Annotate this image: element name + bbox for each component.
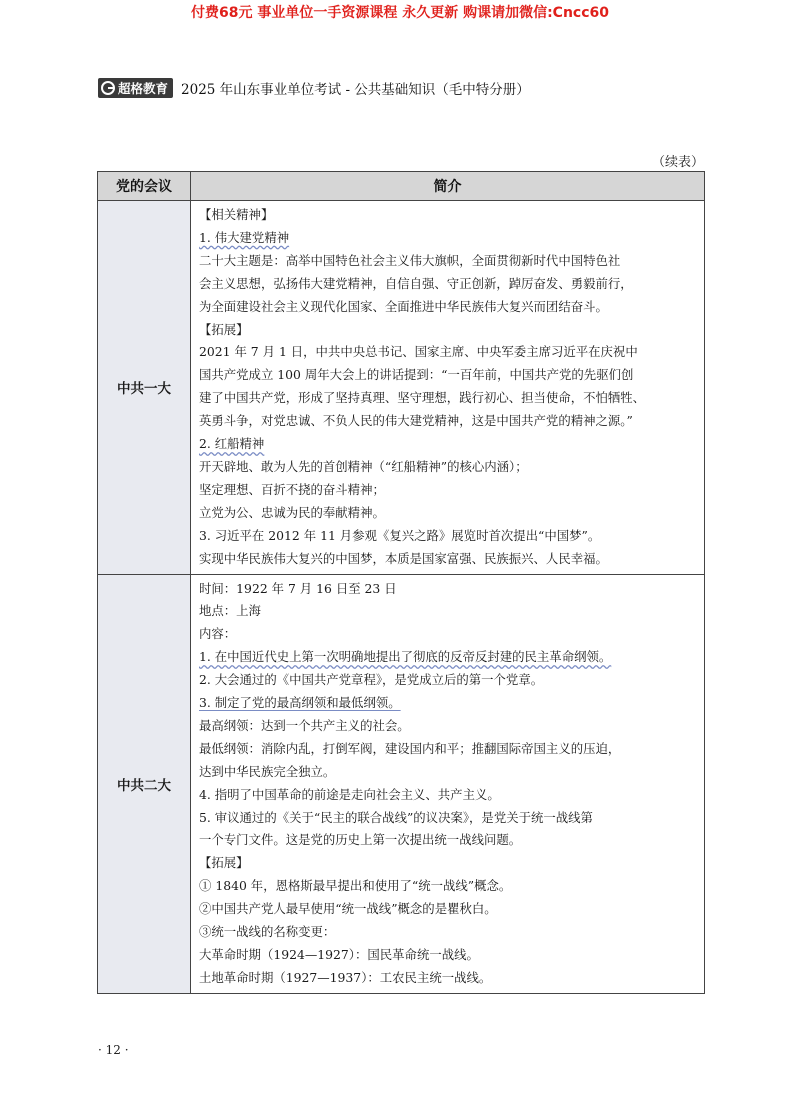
text-line: 【相关精神】 <box>199 207 274 222</box>
text-line: ① 1840 年，恩格斯最早提出和使用了“统一战线”概念。 <box>199 878 512 894</box>
continued-label: （续表） <box>651 155 704 170</box>
promo-banner: 付费68元 事业单位一手资源课程 永久更新 购课请加微信:Cncc60 <box>190 5 610 21</box>
text-line: 达到中华民族完全独立。 <box>199 763 336 779</box>
publisher-logo <box>98 78 173 98</box>
text-line: 2. 大会通过的《中国共产党章程》，是党成立后的第一个党章。 <box>199 672 544 688</box>
logo-mark-icon <box>101 81 115 95</box>
text-line: 4. 指明了中国革命的前途是走向社会主义、共产主义。 <box>199 786 500 802</box>
text-line: 建了中国共产党，形成了坚持真理、坚守理想，践行初心、担当使命，不怕牺牲、 <box>199 390 646 406</box>
page-number: · 12 · <box>98 1043 129 1057</box>
text-line: 最高纲领：达到一个共产主义的社会。 <box>199 717 410 733</box>
text-line: 3. 制定了党的最高纲领和最低纲领。 <box>199 695 401 711</box>
meeting-table <box>97 171 705 994</box>
text-line: 1. 在中国近代史上第一次明确地提出了彻底的反帝反封建的民主革命纲领。 <box>199 649 612 665</box>
meeting-summary <box>191 201 705 575</box>
text-line: 大革命时期（1924—1927）：国民革命统一战线。 <box>199 947 479 962</box>
table-row <box>98 574 705 993</box>
table-header-row <box>98 172 705 201</box>
table-row <box>98 201 705 575</box>
text-line: 5. 审议通过的《关于“民主的联合战线”的议决案》，是党关于统一战线第 <box>199 809 593 825</box>
text-line: 时间：1922 年 7 月 16 日至 23 日 <box>199 580 397 596</box>
text-line: 【拓展】 <box>199 855 249 871</box>
meeting-name: 中共一大 <box>98 201 191 575</box>
text-line: 2021 年 7 月 1 日，中共中央总书记、国家主席、中央军委主席习近平在庆祝中 <box>199 344 638 360</box>
text-line: 立党为公、忠诚为民的奉献精神。 <box>199 504 385 520</box>
text-line: ③统一战线的名称变更： <box>199 924 336 940</box>
text-line: 实现中华民族伟大复兴的中国梦，本质是国家富强、民族振兴、人民幸福。 <box>199 550 608 566</box>
text-line: 一个专门文件。这是党的历史上第一次提出统一战线问题。 <box>199 832 522 848</box>
meeting-summary <box>191 574 705 993</box>
text-line: 会主义思想，弘扬伟大建党精神，自信自强、守正创新，踔厉奋发、勇毅前行， <box>199 275 633 291</box>
text-line: 最低纲领：消除内乱，打倒军阀，建设国内和平；推翻国际帝国主义的压迫， <box>199 740 621 756</box>
text-line: 国共产党成立 100 周年大会上的讲话提到：“一百年前，中国共产党的先驱们创 <box>199 367 634 383</box>
text-line: 为全面建设社会主义现代化国家、全面推进中华民族伟大复兴而团结奋斗。 <box>199 298 608 314</box>
text-line: 二十大主题是：高举中国特色社会主义伟大旗帜，全面贯彻新时代中国特色社 <box>199 252 621 268</box>
text-line: 开天辟地、敢为人先的首创精神（“红船精神”的核心内涵）； <box>199 458 528 474</box>
text-line: 1. 伟大建党精神 <box>199 229 290 245</box>
column-header-meeting: 党的会议 <box>98 172 191 201</box>
logo-text: 超格教育 <box>118 81 169 96</box>
text-line: 土地革命时期（1927—1937）：工农民主统一战线。 <box>199 969 492 985</box>
text-line: 内容： <box>199 626 237 642</box>
document-title: 2025 年山东事业单位考试 - 公共基础知识（毛中特分册） <box>181 82 530 98</box>
page-header <box>98 76 702 100</box>
column-header-summary: 简介 <box>191 172 705 201</box>
text-line: 2. 红船精神 <box>199 436 265 452</box>
text-line: 【拓展】 <box>199 321 249 337</box>
text-line: 3. 习近平在 2012 年 11 月参观《复兴之路》展览时首次提出“中国梦”。 <box>199 527 601 543</box>
text-line: 坚定理想、百折不挠的奋斗精神； <box>199 481 385 497</box>
text-line: 地点：上海 <box>199 603 261 619</box>
meeting-name: 中共二大 <box>98 574 191 993</box>
text-line: 英勇斗争，对党忠诚、不负人民的伟大建党精神，这是中国共产党的精神之源。” <box>199 413 633 429</box>
text-line: ②中国共产党人最早使用“统一战线”概念的是瞿秋白。 <box>199 901 497 917</box>
